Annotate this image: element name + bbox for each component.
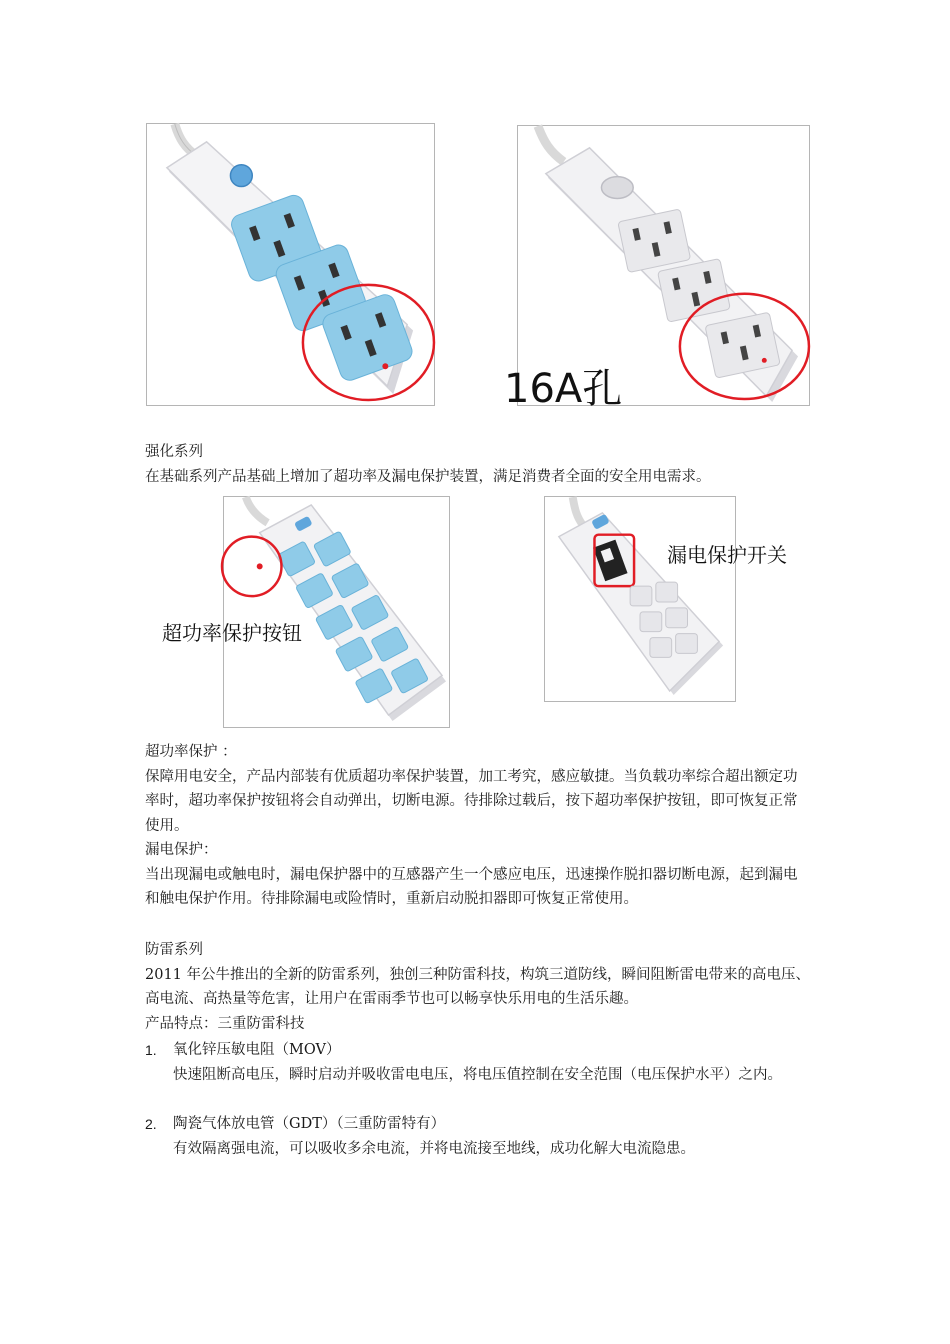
label-16a: 16A孔: [504, 366, 623, 412]
photo-basic-white-strip: [504, 125, 810, 412]
photo-leakage-strip: [544, 496, 787, 702]
photo-basic-blue-strip: [146, 123, 435, 406]
overload-title: 超功率保护 ：: [145, 744, 237, 760]
photo-overload-strip: [162, 496, 450, 728]
section-heading-lightning: 防雷系列: [145, 942, 203, 958]
list-number-1: 1.: [145, 1042, 157, 1058]
overload-text: 保障用电安全，产品内部装有优质超功率保护装置，加工考究，感应敏捷。当负载功率综合超出额定功率时，超功率保护按钮将会自动弹出，切断电源。待排除过载后，按下超功率保护按钮，即可恢复正常使用。: [145, 768, 798, 834]
section-heading-reinforced: 强化系列: [145, 444, 203, 460]
list-item-text: 快速阻断高电压，瞬时启动并吸收雷电电压，将电压值控制在安全范围（电压保护水平）之内。: [173, 1066, 782, 1083]
label-leakage-switch: 漏电保护开关: [667, 543, 787, 567]
list-item: [173, 1038, 813, 1087]
list-number-2: 2.: [145, 1116, 157, 1132]
list-item-title: 氧化锌压敏电阻（MOV）: [173, 1042, 341, 1058]
list-item-text: 有效隔离强电流，可以吸收多余电流，并将电流接至地线，成功化解大电流隐患。: [173, 1140, 695, 1157]
section-intro-lightning: 2011 年公牛推出的全新的防雷系列，独创三种防雷科技，构筑三道防线，瞬间阻断雷电带来的高电压、高电流、高热量等危害，让用户在雷雨季节也可以畅享快乐用电的生活乐趣。: [145, 966, 811, 1007]
leakage-text: 当出现漏电或触电时，漏电保护器中的互感器产生一个感应电压，迅速操作脱扣器切断电源，起到漏电和触电保护作用。待排除漏电或险情时，重新启动脱扣器即可恢复正常使用。: [145, 866, 798, 907]
list-item-title: 陶瓷气体放电管（GDT）（三重防雷特有）: [173, 1116, 446, 1132]
power-strip-blue-illustration: [147, 124, 434, 405]
power-strip-white-illustration: [518, 126, 809, 405]
power-strip-leakage-illustration: [545, 497, 735, 701]
list-item: [173, 1112, 813, 1161]
power-strip-ten-outlet-illustration: [224, 497, 449, 727]
label-overload-button: 超功率保护按钮: [162, 621, 302, 645]
leakage-title: 漏电保护：: [145, 842, 218, 858]
section-intro-reinforced: 在基础系列产品基础上增加了超功率及漏电保护装置，满足消费者全面的安全用电需求。: [145, 468, 711, 485]
features-title: 产品特点：三重防雷科技: [145, 1015, 305, 1032]
